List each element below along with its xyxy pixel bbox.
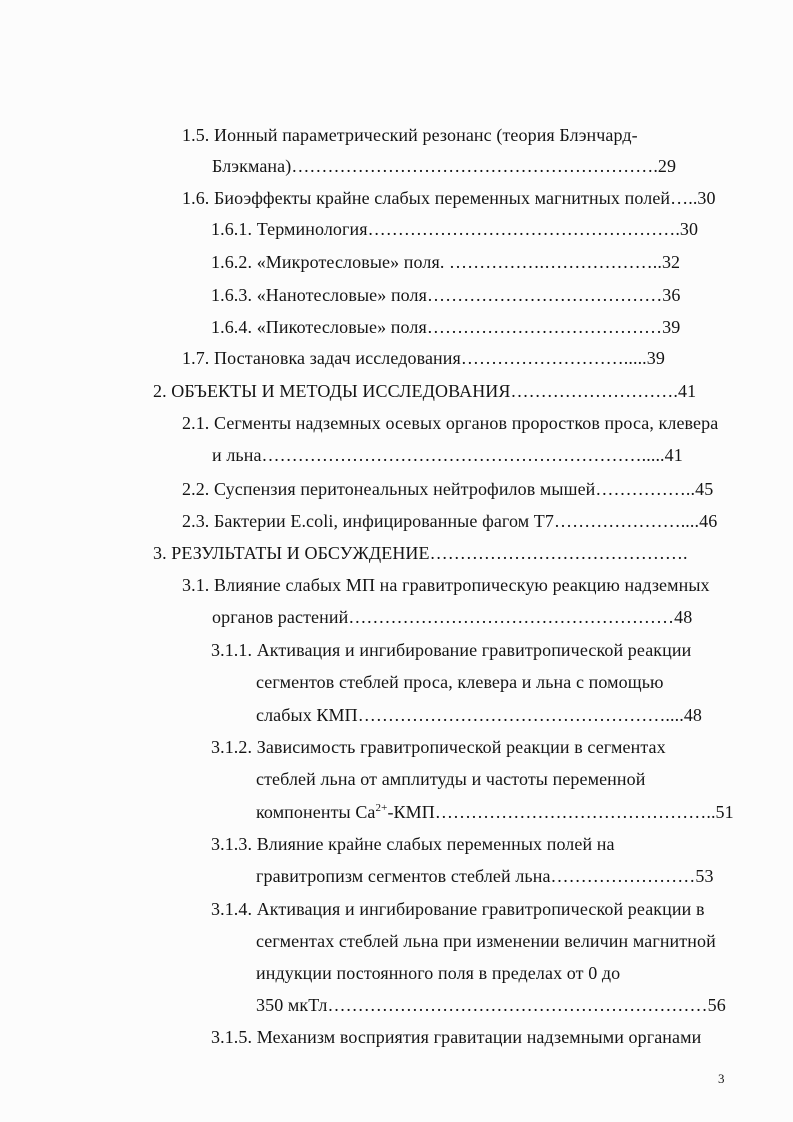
toc-entry-3-1-2-cont-a: стеблей льна от амплитуды и частоты переменной (256, 769, 646, 789)
toc-entry-1-7: 1.7. Постановка задач исследования……………………….....39 (182, 348, 665, 368)
toc-entry-2-1-cont: и льна……………………………………………………….....41 (212, 445, 683, 465)
toc-entry-1-6-3: 1.6.3. «Нанотесловые» поля…………………………………36 (211, 285, 681, 305)
toc-entry-3-1-4-cont-a: сегментах стеблей льна при изменении величин магнитной (256, 931, 716, 951)
ca-superscript: 2+ (375, 802, 388, 814)
toc-entry-1-6-2: 1.6.2. «Микротесловые» поля. …………….………………..32 (211, 252, 681, 272)
toc-entry-3-1-2-cont-b (256, 801, 734, 823)
toc-entry-1-6-1: 1.6.1. Терминология…………………………………………….30 (211, 219, 699, 239)
toc-entry-2-2: 2.2. Суспензия перитонеальных нейтрофилов мышей……………..45 (182, 479, 714, 499)
toc-entry-2-3: 2.3. Бактерии E.coli, инфицированные фагом Т7…………………....46 (182, 511, 718, 531)
ca-rest: -КМП………………………………………..51 (387, 802, 734, 822)
toc-entry-3-1-3-cont: гравитропизм сегментов стеблей льна……………………53 (256, 866, 714, 886)
toc-entry-3-1-3: 3.1.3. Влияние крайне слабых переменных полей на (211, 834, 615, 854)
toc-entry-1-6-4: 1.6.4. «Пикотесловые» поля…………………………………39 (211, 317, 681, 337)
toc-entry-3-1-5: 3.1.5. Механизм восприятия гравитации надземными органами (211, 1027, 702, 1047)
toc-entry-3-1-1: 3.1.1. Активация и ингибирование гравитропической реакции (211, 640, 692, 660)
toc-chapter-2: 2. ОБЪЕКТЫ И МЕТОДЫ ИССЛЕДОВАНИЯ……………………….41 (153, 381, 697, 401)
toc-entry-1-5-cont: Блэкмана)…………………………………………………….29 (212, 156, 677, 176)
toc-chapter-3: 3. РЕЗУЛЬТАТЫ И ОБСУЖДЕНИЕ……………………………………. (153, 543, 688, 563)
toc-entry-1-5: 1.5. Ионный параметрический резонанс (теория Блэнчард- (182, 125, 638, 145)
page-number: 3 (718, 1071, 725, 1086)
toc-entry-3-1-4-cont-c: 350 мкТл………………………………………………………56 (256, 995, 726, 1015)
toc-entry-3-1-2: 3.1.2. Зависимость гравитропической реакции в сегментах (211, 737, 666, 757)
toc-entry-3-1-4-cont-b: индукции постоянного поля в пределах от 0 до (256, 963, 621, 983)
toc-entry-3-1-1-cont-b: слабых КМП……………………………………………....48 (256, 705, 703, 725)
toc-entry-3-1-1-cont-a: сегментов стеблей проса, клевера и льна с помощью (256, 672, 664, 692)
toc-entry-3-1: 3.1. Влияние слабых МП на гравитропическую реакцию надземных (182, 575, 710, 595)
toc-entry-3-1-4: 3.1.4. Активация и ингибирование гравитропической реакции в (211, 899, 705, 919)
ca-text: компоненты Ca (256, 802, 376, 822)
toc-entry-1-6: 1.6. Биоэффекты крайне слабых переменных магнитных полей…..30 (182, 188, 716, 208)
toc-entry-2-1: 2.1. Сегменты надземных осевых органов проростков проса, клевера (182, 413, 719, 433)
toc-entry-3-1-cont: органов растений………………………………………………48 (212, 607, 693, 627)
